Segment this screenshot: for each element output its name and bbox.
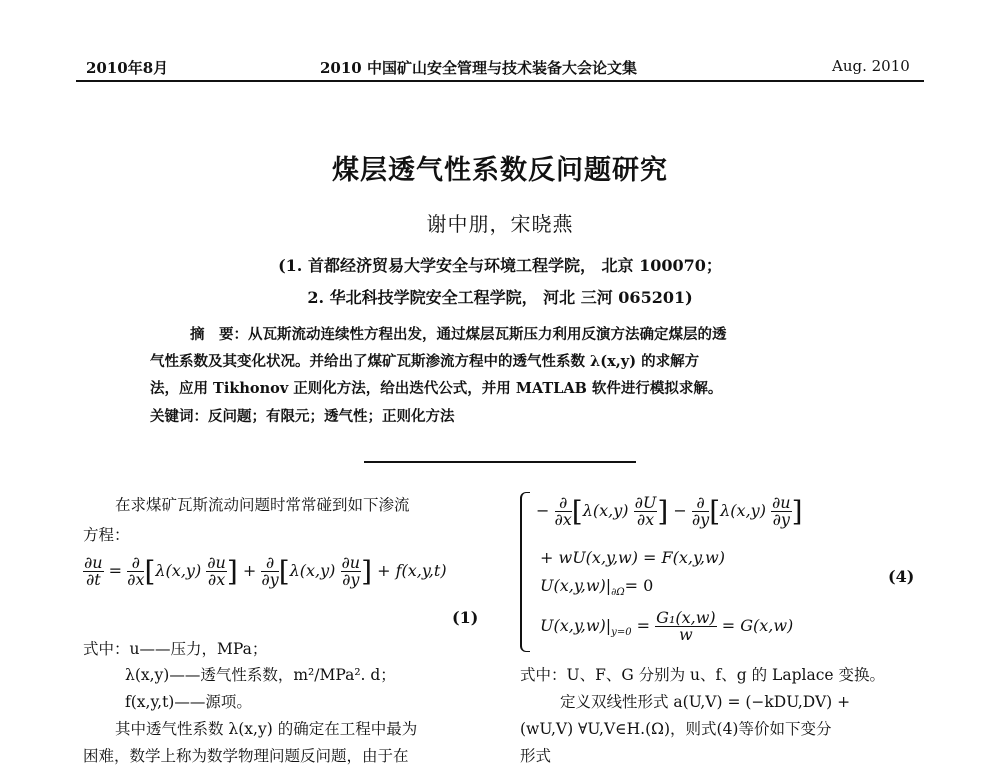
where-line-3: f(x,y,t)——源项。 [125, 693, 252, 711]
eq1-dudy-fraction: $\frac{\partial u}{\partial y}$ [341, 553, 361, 589]
right-body-line-1: 定义双线性形式 a(U,V) = (−kDU,DV) + [560, 693, 851, 711]
keywords-text: 反问题；有限元；透气性；正则化方法 [208, 408, 455, 425]
eq4-line-1: − $\frac{\partial}{\partial x}$ [λ(x,y) $\frac{\partial U}{\partial x}$ ] − $\frac{\partial}{\partial y}$ [λ(x,y) $\frac{\partial u}{\partial y}$ ] [536, 493, 803, 529]
abstract-text-1: 从瓦斯流动连续性方程出发，通过煤层瓦斯压力利用反演方法确定煤层的透 [248, 326, 727, 343]
header-proceedings-title: 2010 中国矿山安全管理与技术装备大会论文集 [320, 59, 637, 77]
affiliation-1: (1. 首都经济贸易大学安全与环境工程学院， 北京 100070； [278, 256, 722, 275]
eq1-dx-fraction: $\frac{\partial}{\partial x}$ [127, 553, 145, 589]
intro-line-1: 在求煤矿瓦斯流动问题时常常碰到如下渗流 [115, 496, 410, 514]
header-date: 2010年8月 [86, 59, 169, 77]
eq1-lhs-fraction: $\frac{\partial u}{\partial t}$ [84, 553, 103, 589]
right-where-line: 式中：U、F、G 分别为 u、f、g 的 Laplace 变换。 [520, 666, 885, 684]
paper-authors: 谢中朋，宋晓燕 [426, 212, 574, 236]
affiliation-2: 2. 华北科技学院安全工程学院， 河北 三河 065201) [307, 288, 693, 307]
header-date-en: Aug. 2010 [832, 57, 910, 75]
eq1-dudx-fraction: $\frac{\partial u}{\partial x}$ [207, 553, 226, 589]
abstract-line-1 [150, 322, 870, 347]
eq1-dy-fraction: $\frac{\partial}{\partial y}$ [261, 553, 279, 589]
keywords-line [150, 404, 870, 429]
body-line-2: 困难，数学上称为数学物理问题反问题，由于在 [83, 747, 409, 765]
where-line-1: 式中：u——压力，MPa； [83, 640, 268, 658]
equation-4-number: (4) [888, 567, 915, 586]
body-line-1: 其中透气性系数 λ(x,y) 的确定在工程中最为 [115, 720, 418, 738]
eq4-line-2: + wU(x,y,w) = F(x,y,w) [540, 548, 725, 567]
keywords-label: 关键词： [150, 408, 208, 425]
equation-1-number: (1) [452, 608, 479, 627]
abstract-label: 摘 要： [190, 326, 248, 343]
where-line-2: λ(x,y)——透气性系数，m²/MPa². d； [125, 666, 396, 684]
right-body-line-2: (wU,V) ∀U,V∈H.(Ω)，则式(4)等价如下变分 [520, 720, 832, 738]
header-rule [76, 80, 924, 82]
equation-4-brace [520, 492, 530, 652]
eq4-line-3: $U(x,y,w)|_{\partial\Omega}= 0$ [540, 576, 654, 599]
eq4-line-4: $U(x,y,w)|_{y=0}$ = $\frac{\text{G₁(x,w)}}{w}$ = G(x,w) [540, 608, 794, 644]
section-separator [364, 461, 636, 463]
eq4-g1-fraction: $\frac{\text{G₁(x,w)}}{w}$ [656, 608, 716, 644]
intro-line-2: 方程： [83, 526, 130, 544]
paper-title: 煤层透气性系数反问题研究 [332, 155, 668, 186]
abstract-line-3: 法，应用 Tikhonov 正则化方法，给出迭代公式，并用 MATLAB 软件进行模拟求解。 [150, 380, 723, 397]
abstract-line-2: 气性系数及其变化状况。并给出了煤矿瓦斯渗流方程中的透气性系数 λ(x,y) 的求解方 [150, 353, 700, 370]
right-body-line-3: 形式 [520, 747, 552, 765]
equation-1: $\frac{\partial u}{\partial t}$ = $\frac{\partial}{\partial x}$ [λ(x,y) $\frac{\partial u}{\partial x}$ ] + $\frac{\partial}{\partial y}$ [λ(x,y) $\frac{\partial u}{\partial y}$ ] + f(x,y,t) [84, 553, 447, 589]
